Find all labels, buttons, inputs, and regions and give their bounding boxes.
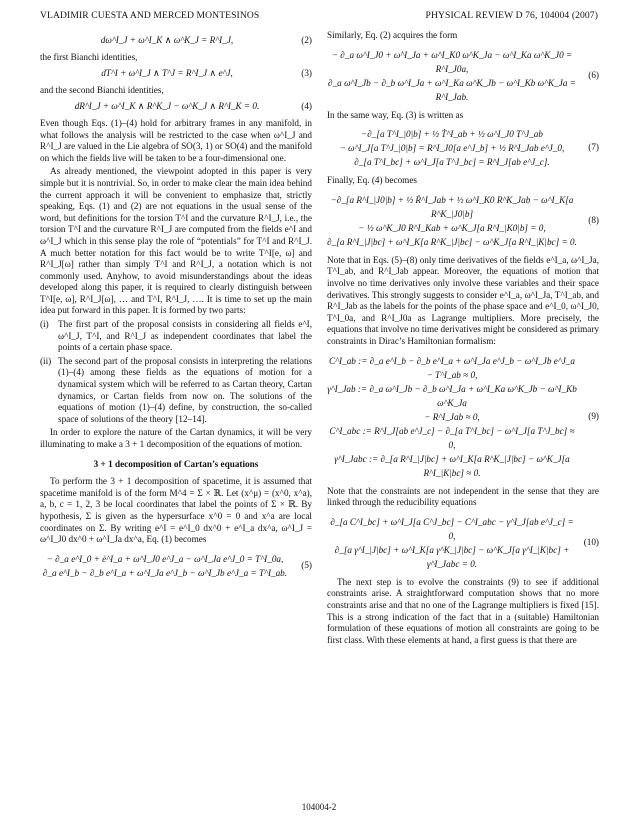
proposal-item-1-label: (i) [40,319,49,330]
equation-6-number: (6) [588,69,599,80]
equation-5 [40,552,312,580]
equation-3 [40,68,312,80]
paragraph-next-step: The next step is to evolve the constraints (9) to see if additional constraints arise. A straightforward computation shows that no more constraints arise and that no one of the Lagrange multipliers is fixed [15]. This is a strong indication of the fact that in a (suitable) Hamiltonian formulation of these equations of motion all constraints are going to be first class. With these elements at hand, a first guess is that there are [327,576,599,645]
equation-6-line-1: − ∂_a ω^I_J0 + ω̇^I_Ja + ω^I_K0 ω^K_Ja − ω^I_Ka ω^K_J0 = R^I_J0a, [331,49,573,74]
equation-8-line-1: −∂_[a R^I_|J0|b] + ½ Ṙ^I_Jab + ½ ω^I_K0 R^K_Jab − ω^I_K[a R^K_|J0|b] [330,194,574,219]
equation-3-number: (3) [301,68,312,79]
page-number: 104004-2 [301,802,337,812]
equation-9-line-1: C^I_ab := ∂_a e^I_b − ∂_b e^I_a + ω^I_Ja e^J_b − ω^I_Jb e^J_a − T^I_ab ≈ 0, [329,355,575,380]
equation-5-number: (5) [301,559,312,570]
proposal-item-1-text: The first part of the proposal consists in considering all fields e^I, ω^I_J, T^I, and R^I_J as independent coordinates that label the points of a certain phase space. [58,319,312,353]
equation-8-line-2: − ½ ω^K_J0 R^I_Kab + ω^K_J[a R^I_|K0|b] = 0, [358,222,546,233]
running-header-journal: PHYSICAL REVIEW D 76, 104004 (2007) [425,10,598,21]
equation-4-number: (4) [301,101,312,112]
equation-6-line-2: ∂_a ω^I_Jb − ∂_b ω^I_Ja + ω^I_Ka ω^K_Jb − ω^I_Kb ω^K_Ja = R^I_Jab. [328,77,576,102]
equation-10 [327,515,599,571]
paragraph-reducibility: Note that the constraints are not independent in the sense that they are linked through the reducibility equations [327,485,599,508]
equation-10-line-1: ∂_[a C^I_bc] + ω^I_J[a C^J_bc] − C^I_abc − γ^I_J[ab e^J_c] = 0, [330,516,574,541]
proposal-item-2 [40,355,312,426]
equation-8 [327,193,599,249]
text-finally: Finally, Eq. (4) becomes [327,175,417,186]
right-column [327,30,599,648]
equation-2-body: dω^I_J + ω^I_K ∧ ω^K_J = R^I_J, [100,35,234,45]
paragraph-viewpoint: As already mentioned, the viewpoint adopted in this paper is very simple but it is nontrivial. So, in order to make clear the main idea behind the current approach it will be convenient to emphasize that, strictly speaking, Eqs. (1) and (2) are not equations in the usual sense of the word, but definitions for the torsion T^I and the curvature R^I_J, i.e., the torsion T^I and the curvature R^I_J are computed from the fields e^I and ω^I_J which in this sense play the role of “potentials” for T^I and R^I_J. A much better notation for this fact would be to write T^I[e, ω] and R^I_J[ω] rather than simply T^I and R^I_J, a notation which is not commonly used. Anyhow, to avoid misunderstandings about the ideas developed along this paper, it is required to clearly distinguish between T^I[e, ω], R^I_J[ω], … and T^I, R^I_J, …. It is time to set up the main idea put forward in this paper. It is formed by two parts: [40,166,312,316]
equation-7-number: (7) [588,142,599,153]
equation-10-number: (10) [583,536,599,547]
left-column [40,30,312,586]
text-similarly: Similarly, Eq. (2) acquires the form [327,30,458,40]
equation-8-number: (8) [588,214,599,225]
paragraph-time-derivatives: Note that in Eqs. (5)–(8) only time derivatives of the fields e^I_a, ω^I_Ja, T^I_ab, and R^I_Jab appear. Moreover, the equations of motion that involve no time derivatives only involve these variables and their space derivatives. This strongly suggests to consider e^I_a, ω^I_Ja, T^I_ab, and R^I_Jab as the labels for the points of the phase space and e^I_0, ω^I_J0, T^I_0a, and R^I_J0a as Lagrange multipliers. More precisely, the equations that involve no time derivatives might be considered as primary constraints in Dirac’s Hamiltonian formalism: [327,254,599,346]
equation-7 [327,127,599,169]
proposal-list [40,319,312,425]
section-heading: 3 + 1 decomposition of Cartan’s equations [93,458,259,469]
equation-6 [327,48,599,104]
equation-10-line-2: ∂_[a γ^I_|J|bc] + ω^I_K[a γ^K_|J|bc] − ω^K_J[a γ^I_|K|bc] + γ^I_Jabc = 0. [334,544,570,569]
paragraph-frames: Even though Eqs. (1)–(4) hold for arbitrary frames in any manifold, in what follows the analysis will be restricted to the case when ω^I_J and R^I_J are valued in the Lie algebra of SO(3, 1) or SO(4) and the manifold on which the fields live will be taken to be a four-dimensional one. [40,117,312,163]
text-first-bianchi: the first Bianchi identities, [40,51,138,62]
equation-7-line-1: −∂_[a T^I_|0|b] + ½ Ṫ^I_ab + ½ ω^I_J0 T^J_ab [361,129,543,140]
equation-9 [327,354,599,480]
paragraph-explore: In order to explore the nature of the Cartan dynamics, it will be very illuminating to make a 3 + 1 decomposition of the equations of motion. [40,427,312,449]
equation-9-line-5: γ^I_Jabc := ∂_[a R^I_|J|bc] + ω^I_K[a R^K_|J|bc] − ω^K_J[a R^I_|K|bc] ≈ 0. [334,453,570,478]
equation-2-number: (2) [301,35,312,45]
equation-7-line-3: ∂_[a T^I_bc] + ω^I_J[a T^J_bc] = R^I_J[ab e^J_c]. [354,157,550,168]
equation-5-line-2: ∂_a e^I_b − ∂_b e^I_a + ω^I_Ja e^J_b − ω^I_Jb e^J_a = T^I_ab. [42,567,288,578]
text-same-way: In the same way, Eq. (3) is written as [327,109,464,120]
equation-5-line-1: − ∂_a e^I_0 + ė^I_a + ω^I_J0 e^J_a − ω^I_Ja e^J_0 = T^I_0a, [46,553,284,564]
equation-9-number: (9) [588,410,599,421]
equation-4 [40,101,312,113]
equation-9-line-2: γ^I_Jab := ∂_a ω^I_Jb − ∂_b ω^I_Ja + ω^I_Ka ω^K_Jb − ω^I_Kb ω^K_Ja [327,383,577,408]
proposal-item-2-label: (ii) [40,355,52,366]
proposal-item-1 [40,319,312,354]
equation-8-line-3: ∂_[a R^I_|J|bc] + ω^I_K[a R^K_|J|bc] − ω^K_J[a R^I_|K|bc] = 0. [327,236,577,247]
proposal-item-2-text: The second part of the proposal consists in interpreting the relations (1)–(4) among these fields as the equations of motion for a dynamical system which will be referred to as Cartan theory, Cartan dynamics, or Cartan fields from now on. The solutions of the equations of motion (1)–(4) define, by construction, the so-called space of solutions of the theory [12–14]. [58,355,312,424]
equation-7-line-2: − ω^I_J[a T^J_|0|b] = R^I_J0[a e^J_b] + ½ R^I_Jab e^J_0, [339,143,565,154]
text-second-bianchi: and the second Bianchi identities, [40,84,164,95]
equation-3-body: dT^I + ω^I_J ∧ T^J = R^I_J ∧ e^J, [101,68,233,79]
equation-9-line-3: − R^I_Jab ≈ 0, [424,411,480,422]
equation-9-line-4: C^I_abc := R^I_J[ab e^J_c] − ∂_[a T^I_bc] − ω^I_J[a T^J_bc] ≈ 0, [329,425,575,450]
equation-4-body: dR^I_J + ω^I_K ∧ R^K_J − ω^K_J ∧ R^I_K = 0. [74,101,260,112]
equation-2 [40,35,312,47]
paragraph-decomposition: To perform the 3 + 1 decomposition of spacetime, it is assumed that spacetime manifold is of the form M^4 = Σ × ℝ. Let (x^μ) = (x^0, x^a), a, b, c = 1, 2, 3 be local coordinates that label the points of Σ × ℝ. By hypothesis, Σ is given as the hypersurface x^0 = 0 and x^a are local coordinates on Σ. By writing e^I = e^I_0 dx^0 + e^I_a dx^a, ω^I_J = ω^I_J0 dx^0 + ω^I_Ja dx^a, Eq. (1) becomes [40,476,312,545]
running-header-authors: VLADIMIR CUESTA AND MERCED MONTESINOS [40,10,260,21]
